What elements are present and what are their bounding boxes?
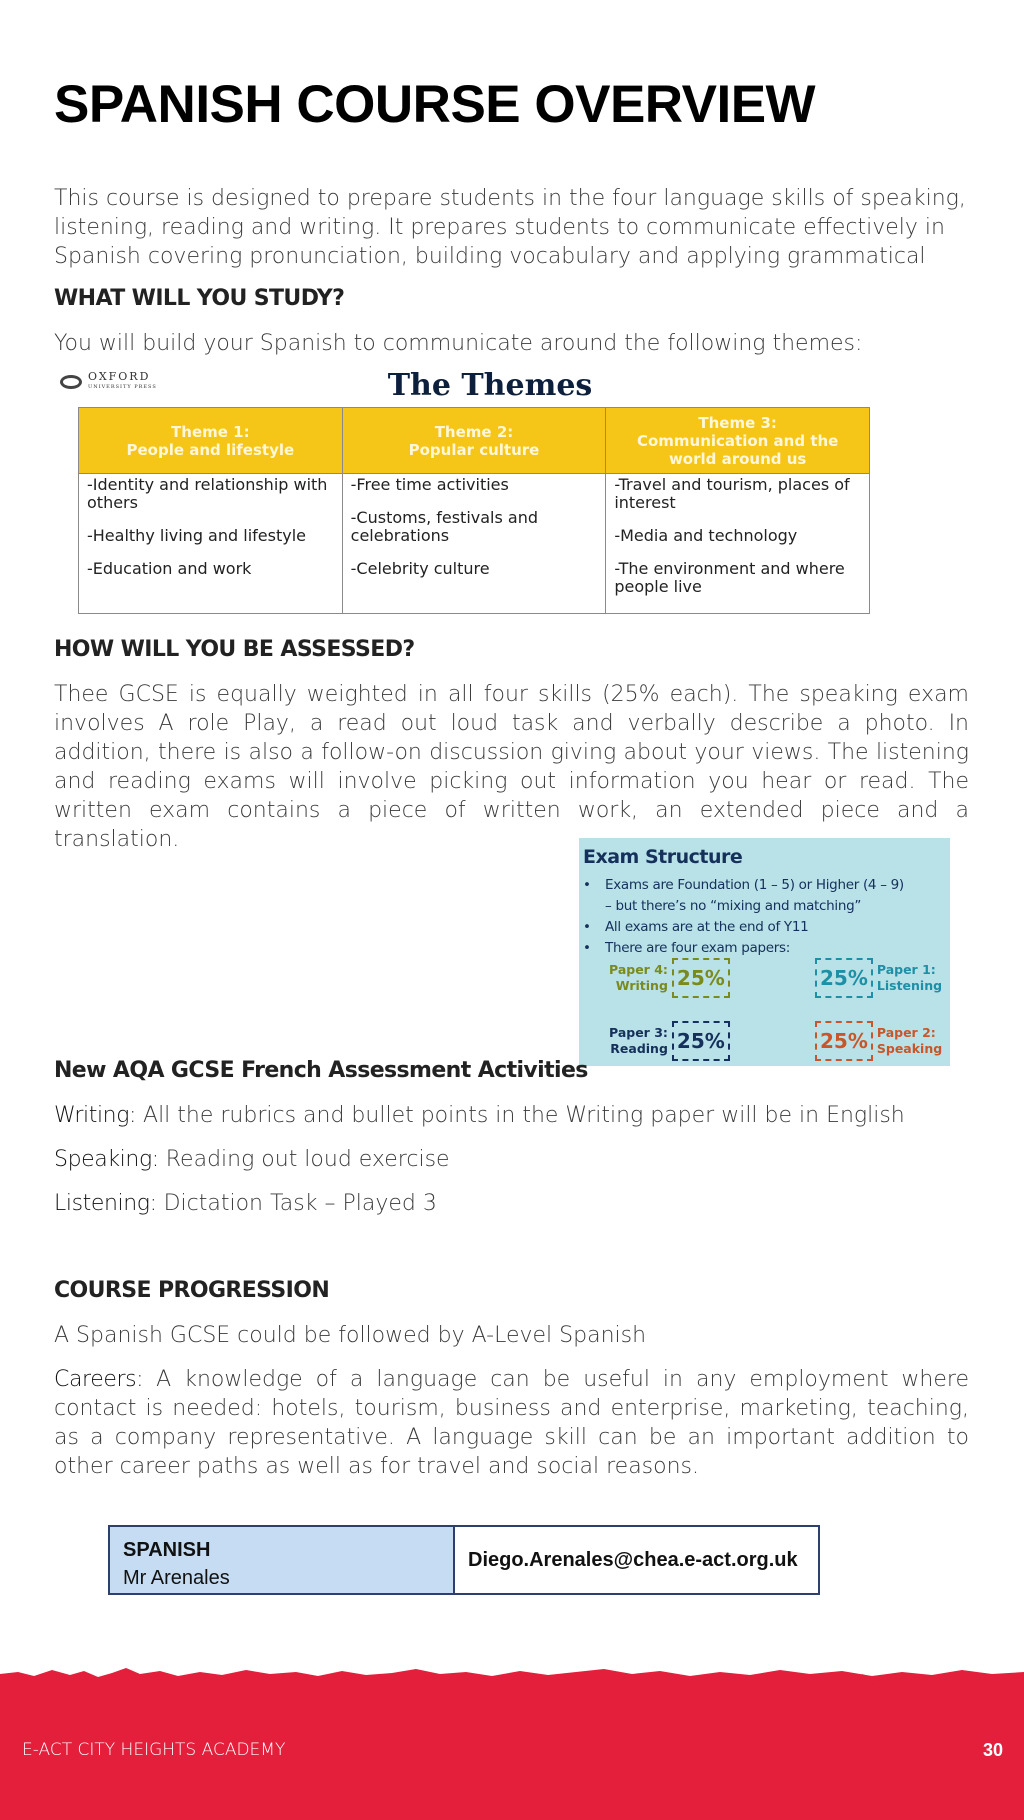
aqa-listening <box>54 1189 969 1218</box>
paper-1-percent: 25% <box>815 958 873 998</box>
careers-text: A knowledge of a language can be useful in any employment where contact is needed: hotels, tourism, business and enterprise, marketing, teaching, as a company representative. A language skill can be an important addition to other career paths as well as for travel and social reasons. <box>54 1367 969 1479</box>
study-text: You will build your Spanish to communicate around the following themes: <box>54 331 863 356</box>
theme-3-items <box>606 474 870 614</box>
aqa-writing-text: All the rubrics and bullet points in the Writing paper will be in English <box>136 1103 905 1128</box>
paper-3-reading: Paper 3: Reading 25% <box>609 1021 730 1061</box>
theme-item: -Free time activities <box>350 475 509 494</box>
contact-subject-cell <box>110 1527 455 1593</box>
oxford-logo-text: OXFORD <box>88 370 151 383</box>
paper-1-listening: 25% Paper 1: Listening <box>815 958 942 998</box>
footer-school-name: E-ACT CITY HEIGHTS ACADEMY <box>22 1740 286 1760</box>
theme-item: -The environment and where people live <box>614 559 845 596</box>
careers-label: Careers: <box>54 1367 144 1392</box>
theme-item: -Education and work <box>87 559 252 578</box>
aqa-listening-text: Dictation Task – Played 3 <box>156 1191 437 1216</box>
theme-1-items <box>79 474 343 614</box>
theme-2-header: Theme 2: Popular culture <box>342 408 606 474</box>
theme-item: -Identity and relationship with others <box>87 475 328 512</box>
aqa-speaking-text: Reading out loud exercise <box>158 1147 450 1172</box>
themes-image <box>54 368 874 612</box>
theme-item: -Celebrity culture <box>350 559 490 578</box>
theme-item: -Travel and tourism, places of interest <box>614 475 850 512</box>
careers-paragraph <box>54 1365 969 1481</box>
assessed-heading: HOW WILL YOU BE ASSESSED? <box>54 637 415 662</box>
contact-subject: SPANISH <box>123 1539 211 1561</box>
theme-3-header: Theme 3: Communication and the world around us <box>606 408 870 474</box>
theme-2-items <box>342 474 606 614</box>
aqa-writing-label: Writing: <box>54 1103 137 1128</box>
footer-page-number: 30 <box>982 1740 1003 1760</box>
exam-structure-list <box>583 875 943 959</box>
oxford-logo-subtext: UNIVERSITY PRESS <box>88 384 157 390</box>
themes-table <box>78 407 870 614</box>
aqa-listening-label: Listening: <box>54 1191 157 1216</box>
themes-title: The Themes <box>387 368 593 403</box>
exam-structure-image <box>579 838 950 1066</box>
paper-4-percent: 25% <box>672 958 730 998</box>
aqa-speaking <box>54 1145 969 1174</box>
aqa-heading: New AQA GCSE French Assessment Activities <box>54 1058 588 1083</box>
paper-2-speaking: 25% Paper 2: Speaking <box>815 1021 942 1061</box>
theme-item: -Healthy living and lifestyle <box>87 526 306 545</box>
exam-bullet: • All exams are at the end of Y11 <box>583 917 943 938</box>
exam-structure-title: Exam Structure <box>583 846 743 868</box>
paper-3-percent: 25% <box>672 1021 730 1061</box>
paper-4-writing: Paper 4: Writing 25% <box>609 958 730 998</box>
theme-item: -Customs, festivals and celebrations <box>350 508 539 545</box>
study-heading: WHAT WILL YOU STUDY? <box>54 286 345 311</box>
contact-teacher: Mr Arenales <box>123 1567 230 1589</box>
intro-paragraph: This course is designed to prepare students in the four language skills of speaking, listening, reading and writing. It prepares students to communicate effectively in Spanish covering pronunciation, building vocabulary and applying grammatical <box>54 186 966 269</box>
theme-1-header: Theme 1: People and lifestyle <box>79 408 343 474</box>
exam-bullet: • There are four exam papers: <box>583 938 943 959</box>
page-title: SPANISH COURSE OVERVIEW <box>54 75 816 134</box>
progression-heading: COURSE PROGRESSION <box>54 1278 330 1303</box>
progression-text: A Spanish GCSE could be followed by A-Level Spanish <box>54 1323 647 1348</box>
aqa-speaking-label: Speaking: <box>54 1147 159 1172</box>
contact-table <box>108 1525 820 1595</box>
contact-email[interactable]: Diego.Arenales@chea.e-act.org.uk <box>468 1548 798 1571</box>
exam-bullet: • Exams are Foundation (1 – 5) or Higher (4 – 9) <box>583 875 943 896</box>
exam-sub-bullet: – but there’s no “mixing and matching” <box>605 898 862 914</box>
theme-item: -Media and technology <box>614 526 798 545</box>
assessed-text: Thee GCSE is equally weighted in all four skills (25% each). The speaking exam involves A role Play, a read out loud task and verbally describe a photo. In addition, there is also a follow-on discussion giving about your views. The listening and reading exams will involve picking out information you hear or read. The written exam contains a piece of written work, an extended piece and a translation. <box>54 682 969 852</box>
paper-2-percent: 25% <box>815 1021 873 1061</box>
aqa-writing <box>54 1101 969 1130</box>
